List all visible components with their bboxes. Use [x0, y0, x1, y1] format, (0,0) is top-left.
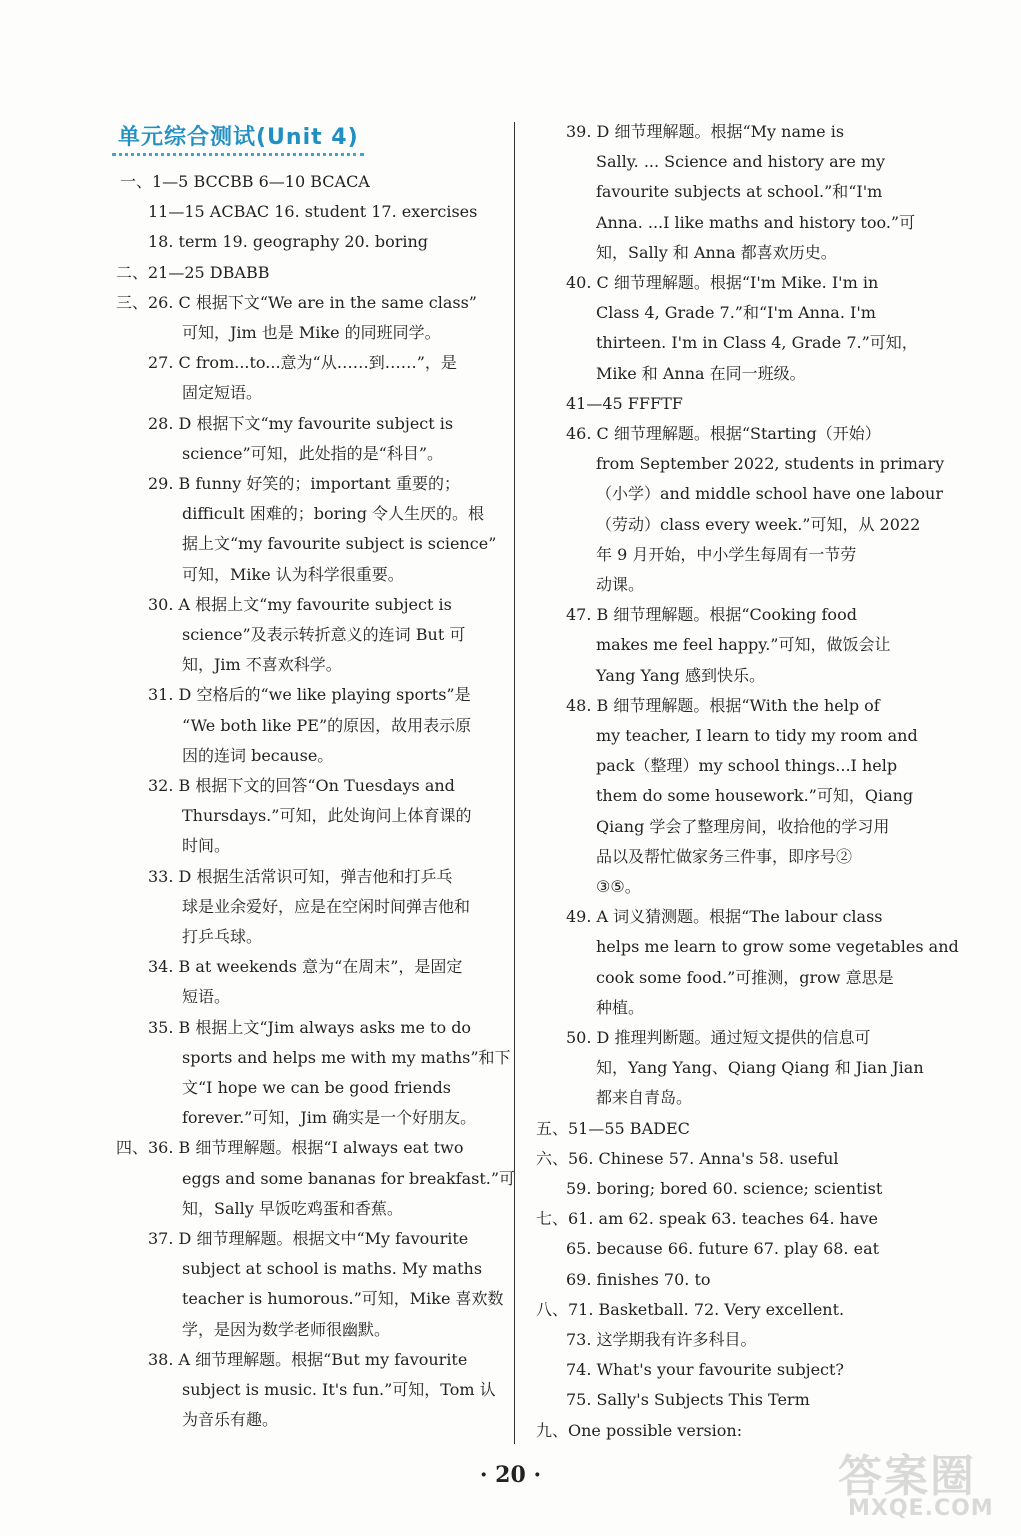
answer-line: 知，Yang Yang、Qiang Qiang 和 Jian Jian — [596, 1058, 924, 1078]
answer-line: 33. D 根据生活常识可知，弹吉他和打乒乓 — [148, 866, 453, 886]
answer-line: 59. boring; bored 60. science; scientist — [566, 1179, 883, 1198]
answer-line: subject is music. It's fun.”可知，Tom 认 — [182, 1380, 496, 1399]
answer-line: 41—45 FFFTF — [566, 393, 683, 413]
answer-line: （小学）and middle school have one labour — [596, 484, 943, 504]
answer-line: 知，Sally 和 Anna 都喜欢历史。 — [596, 242, 837, 262]
answer-line: 九、One possible version: — [536, 1420, 743, 1440]
answer-line: favourite subjects at school.”和“I'm — [596, 182, 883, 202]
section-title: 单元综合测试(Unit 4) — [118, 125, 359, 150]
answer-line: （劳动）class every week.”可知，从 2022 — [596, 514, 921, 534]
answer-line: teacher is humorous.”可知，Mike 喜欢数 — [182, 1289, 504, 1309]
title-underline — [112, 153, 364, 156]
answer-line: 一、1—5 BCCBB 6—10 BCACA — [120, 172, 370, 191]
answer-line: Yang Yang 感到快乐。 — [596, 665, 765, 685]
answer-line: 31. D 空格后的“we like playing sports”是 — [148, 685, 471, 705]
answer-line: 75. Sally's Subjects This Term — [566, 1390, 810, 1410]
answer-line: eggs and some bananas for breakfast.”可 — [182, 1168, 516, 1188]
answer-line: 因的连词 because。 — [182, 745, 334, 765]
answer-line: difficult 困难的；boring 令人生厌的。根 — [182, 504, 485, 524]
answer-line: 34. B at weekends 意为“在周末”，是固定 — [148, 957, 463, 977]
answer-line: Class 4, Grade 7.”和“I'm Anna. I'm — [596, 303, 876, 323]
answer-line: 七、61. am 62. speak 63. teaches 64. have — [536, 1209, 878, 1229]
answer-line: Sally. ... Science and history are my — [596, 152, 886, 172]
answer-line: 35. B 根据上文“Jim always asks me to do — [148, 1017, 472, 1037]
answer-line: 28. D 根据下文“my favourite subject is — [148, 413, 454, 433]
answer-line: “We both like PE”的原因，故用表示原 — [182, 715, 472, 735]
answer-line: 可知，Jim 也是 Mike 的同班同学。 — [182, 323, 441, 342]
answer-line: my teacher, I learn to tidy my room and — [596, 726, 918, 745]
answer-line: 动课。 — [596, 575, 645, 594]
answer-line: 打乒乓球。 — [182, 927, 263, 946]
answer-line: 49. A 词义猜测题。根据“The labour class — [566, 907, 883, 927]
answer-line: 学，是因为数学老师很幽默。 — [182, 1319, 391, 1339]
answer-line: 37. D 细节理解题。根据文中“My favourite — [148, 1229, 469, 1248]
answer-line: 三、26. C 根据下文“We are in the same class” — [116, 292, 477, 312]
answer-line: 为音乐有趣。 — [182, 1410, 279, 1430]
answer-line: Qiang 学会了整理房间，收拾他的学习用 — [596, 816, 890, 836]
answer-line: 可知，Mike 认为科学很重要。 — [182, 564, 404, 584]
answer-line: 39. D 细节理解题。根据“My name is — [566, 122, 845, 141]
answer-line: 时间。 — [182, 836, 231, 856]
answer-line: 六、56. Chinese 57. Anna's 58. useful — [536, 1148, 839, 1168]
answer-line: Thursdays.”可知，此处询问上体育课的 — [182, 806, 472, 826]
answer-line: 四、36. B 细节理解题。根据“I always eat two — [116, 1138, 464, 1158]
answer-line: 固定短语。 — [182, 383, 263, 403]
answer-line: cook some food.”可推测，grow 意思是 — [596, 967, 894, 987]
answer-line: sports and helps me with my maths”和下 — [182, 1047, 511, 1067]
answer-line: 18. term 19. geography 20. boring — [148, 232, 429, 252]
answer-line: thirteen. I'm in Class 4, Grade 7.”可知， — [596, 333, 918, 353]
answer-line: 74. What's your favourite subject? — [566, 1360, 844, 1380]
page-number: · 20 · — [479, 1462, 542, 1488]
answer-line: science”及表示转折意义的连词 But 可 — [182, 625, 466, 644]
column-divider — [514, 122, 515, 1444]
answer-line: 30. A 根据上文“my favourite subject is — [148, 594, 452, 614]
answer-line: 47. B 细节理解题。根据“Cooking food — [566, 605, 857, 625]
answer-line: from September 2022, students in primary — [596, 454, 945, 474]
answer-line: 品以及帮忙做家务三件事，即序号② — [596, 846, 853, 866]
watermark — [838, 1440, 1008, 1525]
answer-line: 短语。 — [182, 987, 231, 1007]
answer-line: 二、21—25 DBABB — [116, 262, 270, 282]
answer-line: 50. D 推理判断题。通过短文提供的信息可 — [566, 1028, 871, 1047]
answer-line: 32. B 根据下文的回答“On Tuesdays and — [148, 776, 455, 795]
answer-line: pack（整理）my school things...I help — [596, 756, 898, 776]
watermark-text: 答案圈 — [838, 1451, 976, 1502]
answer-line: 球是业余爱好，应是在空闲时间弹吉他和 — [182, 896, 471, 916]
answer-line: 40. C 细节理解题。根据“I'm Mike. I'm in — [566, 273, 879, 292]
answer-line: 27. C from...to...意为“从……到……”，是 — [148, 353, 457, 373]
answer-line: forever.”可知，Jim 确实是一个好朋友。 — [182, 1108, 477, 1128]
answer-line: them do some housework.”可知，Qiang — [596, 786, 914, 806]
answer-line: subject at school is maths. My maths — [182, 1259, 483, 1279]
answer-line: 29. B funny 好笑的；important 重要的； — [148, 474, 460, 493]
answer-line: 11—15 ACBAC 16. student 17. exercises — [148, 202, 478, 222]
answer-line: ③⑤。 — [596, 877, 641, 896]
answer-line: Mike 和 Anna 在同一班级。 — [596, 363, 806, 383]
answer-line: 五、51—55 BADEC — [536, 1118, 690, 1138]
answer-line: 69. finishes 70. to — [566, 1269, 711, 1289]
answer-line: 据上文“my favourite subject is science” — [182, 534, 497, 554]
answer-line: 65. because 66. future 67. play 68. eat — [566, 1239, 880, 1259]
answer-line: 38. A 细节理解题。根据“But my favourite — [148, 1349, 468, 1369]
answer-line: 八、71. Basketball. 72. Very excellent. — [536, 1299, 845, 1319]
answer-line: 文“I hope we can be good friends — [182, 1078, 452, 1097]
answer-line: 48. B 细节理解题。根据“With the help of — [566, 695, 880, 715]
answer-line: 知，Sally 早饭吃鸡蛋和香蕉。 — [182, 1198, 403, 1218]
watermark-url: MXQE.COM — [848, 1496, 994, 1521]
answer-line: 年 9 月开始，中小学生每周有一节劳 — [596, 544, 857, 564]
answer-line: helps me learn to grow some vegetables and — [596, 937, 959, 957]
answer-line: 都来自青岛。 — [596, 1088, 693, 1108]
answer-line: 46. C 细节理解题。根据“Starting（开始） — [566, 424, 881, 443]
answer-line: Anna. ...I like maths and history too.”可 — [596, 212, 916, 232]
answer-line: makes me feel happy.”可知，做饭会让 — [596, 635, 891, 655]
answer-line: 种植。 — [596, 997, 645, 1017]
answer-line: science”可知，此处指的是“科目”。 — [182, 443, 444, 463]
answer-line: 73. 这学期我有许多科目。 — [566, 1330, 757, 1349]
answer-line: 知，Jim 不喜欢科学。 — [182, 655, 342, 675]
